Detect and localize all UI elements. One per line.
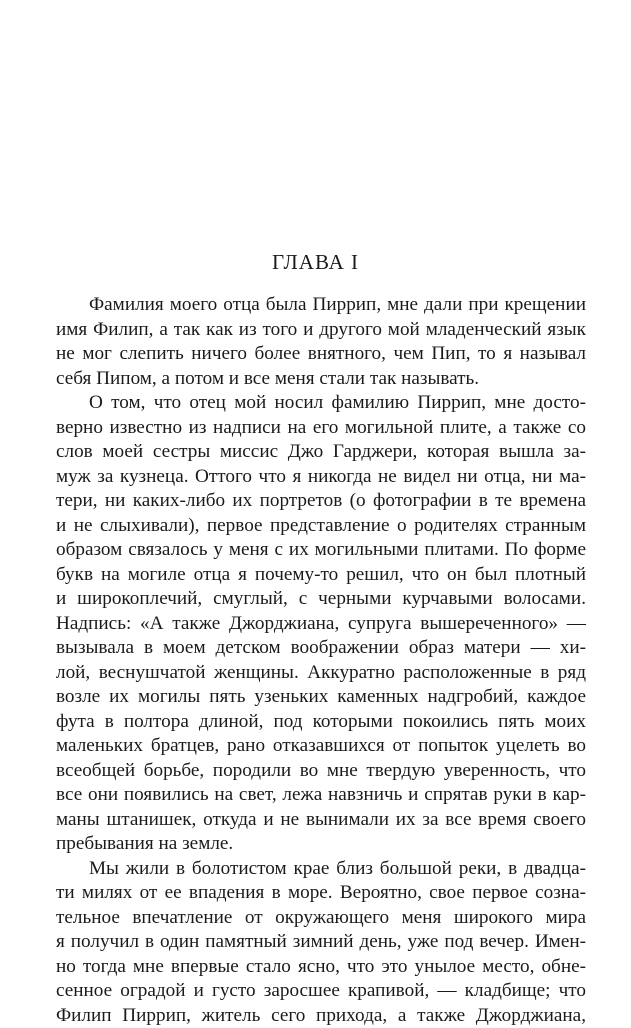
text-line: но тогда мне впервые стало ясно, что это унылое место, обне- <box>56 955 586 980</box>
text-line: маны штанишек, откуда и не вынимали их за все время своего <box>56 808 586 833</box>
text-line: верно известно из надписи на его могильной плите, а также со <box>56 416 586 441</box>
text-line: муж за кузнеца. Оттого что я никогда не видел ни отца, ни ма- <box>56 465 586 490</box>
text-line: образом связалось у меня с их могильными плитами. По форме <box>56 538 586 563</box>
text-line: все они появились на свет, лежа навзничь и спрятав руки в кар- <box>56 783 586 808</box>
chapter-title: ГЛАВА I <box>0 250 631 275</box>
text-line: вызывала в моем детском воображении образ матери — хи- <box>56 636 586 661</box>
text-line: себя Пипом, а потом и все меня стали так называть. <box>56 367 586 392</box>
chapter-text <box>56 293 586 1028</box>
text-line: и не слыхивали), первое представление о родителях странным <box>56 514 586 539</box>
text-line: Мы жили в болотистом крае близ большой реки, в двадца- <box>56 857 586 882</box>
text-line: лой, веснушчатой женщины. Аккуратно расположенные в ряд <box>56 661 586 686</box>
text-line: Фамилия моего отца была Пиррип, мне дали при крещении <box>56 293 586 318</box>
text-line: тельное впечатление от окружающего меня широкого мира <box>56 906 586 931</box>
text-line: пребывания на земле. <box>56 832 586 857</box>
text-line: слов моей сестры миссис Джо Гарджери, которая вышла за- <box>56 440 586 465</box>
paragraph-2 <box>56 391 586 857</box>
text-line: Филип Пиррип, житель сего прихода, а также Джорджиана, <box>56 1004 586 1028</box>
paragraph-1 <box>56 293 586 391</box>
text-line: возле их могилы пять узеньких каменных надгробий, каждое <box>56 685 586 710</box>
text-line: Надпись: «А также Джорджиана, супруга вышереченного» — <box>56 612 586 637</box>
text-line: маленьких братцев, рано отказавшихся от попыток уцелеть во <box>56 734 586 759</box>
text-line: я получил в один памятный зимний день, уже под вечер. Имен- <box>56 930 586 955</box>
text-line: фута в полтора длиной, под которыми покоились пять моих <box>56 710 586 735</box>
text-line: ти милях от ее впадения в море. Вероятно, свое первое созна- <box>56 881 586 906</box>
text-line: всеобщей борьбе, породили во мне твердую уверенность, что <box>56 759 586 784</box>
text-line: тери, ни каких-либо их портретов (о фотографии в те времена <box>56 489 586 514</box>
text-line: не мог слепить ничего более внятного, чем Пип, то я называл <box>56 342 586 367</box>
text-line: имя Филип, а так как из того и другого мой младенческий язык <box>56 318 586 343</box>
paragraph-3 <box>56 857 586 1028</box>
text-line: О том, что отец мой носил фамилию Пиррип, мне досто- <box>56 391 586 416</box>
text-line: и широкоплечий, смуглый, с черными курчавыми волосами. <box>56 587 586 612</box>
text-line: букв на могиле отца я почему-то решил, что он был плотный <box>56 563 586 588</box>
text-line: сенное оградой и густо заросшее крапивой, — кладбище; что <box>56 979 586 1004</box>
